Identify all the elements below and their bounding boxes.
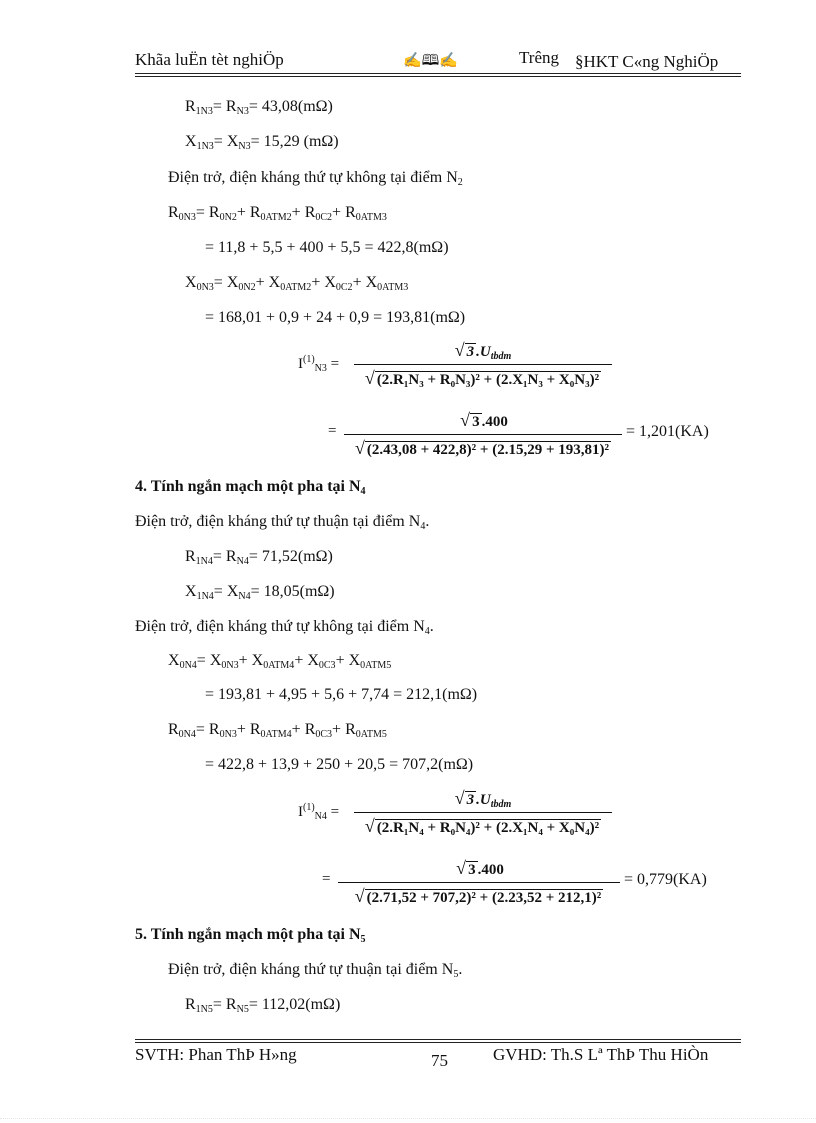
line-x0n4: $X_{0N4}= X_{0N3}+ X_{0ATM4}+ X_{0C3}+ X_{0ATM5}$ <box>168 652 392 671</box>
header-thesis-title: Khãa luËn tèt nghiÖp <box>135 50 284 69</box>
formula-numerator: √ 3 .400 <box>460 410 508 430</box>
fraction-bar <box>354 812 612 813</box>
line-r1n3: $R_{1N3}= R_{N3}= 43,08(m\Omega)$ <box>185 98 333 117</box>
formula-i1n3 <box>298 340 628 400</box>
formula-numerator: √ 3 $.U_{tbdm}$ <box>454 340 512 362</box>
line-r0n3-value: = 11,8 + 5,5 + 400 + 5,5 = 422,8(mΩ) <box>205 239 449 256</box>
footer-rule-2 <box>135 1042 741 1043</box>
header-school-prefix: Trêng <box>519 48 559 67</box>
formula-denominator: √ (2.71,52 + 707,2)² + (2.23,52 + 212,1)² <box>354 886 602 906</box>
line-r1n5: $R_{1N5}= R_{N5}= 112,02(m\Omega)$ <box>185 996 341 1015</box>
footer-rule <box>135 1039 741 1040</box>
line-x0n4-value: = 193,81 + 4,95 + 5,6 + 7,74 = 212,1(mΩ) <box>205 686 478 703</box>
footer-student: SVTH: Phan ThÞ H»ng <box>135 1045 297 1064</box>
header-rule <box>135 73 741 74</box>
formula-denominator: √ (2.43,08 + 422,8)² + (2.15,29 + 193,81)² <box>354 438 609 458</box>
formula-numerator: √ 3 .400 <box>456 858 504 878</box>
formula-i1n4-value: = √ 3 .400 √ (2.71,52 + 707,2)² + (2.23,52 + 212,1)² = 0,779(KA) <box>322 858 707 906</box>
formula-lhs: $I^{(1)}_{N3}$ = <box>298 354 340 374</box>
line-r0n4: $R_{0N4}= R_{0N3}+ R_{0ATM4}+ R_{0C3}+ R_{0ATM5}$ <box>168 721 387 740</box>
page-header <box>135 48 740 72</box>
page-number: 75 <box>431 1051 448 1070</box>
formula-denominator: √ (2.R₁N₄ + R₀N₄)² + (2.X₁N₄ + X₀N₄)² <box>364 816 600 836</box>
book-ornament-icon: ✍🕮✍ <box>403 53 459 69</box>
line-x0n3: $X_{0N3}= X_{0N2}+ X_{0ATM2}+ X_{0C2}+ X_{0ATM3}$ <box>185 274 409 293</box>
page-footer <box>135 1045 740 1069</box>
formula-result: = 1,201(KA) <box>626 423 709 440</box>
formula-denominator: √ (2.R₁N₃ + R₀N₃)² + (2.X₁N₃ + X₀N₃)² <box>364 368 600 388</box>
fraction-bar <box>354 364 612 365</box>
fraction-bar <box>338 882 620 883</box>
section-heading-5: 5. Tính ngắn mạch một pha tại $N_5$ <box>135 926 366 945</box>
line-r1n4: $R_{1N4}= R_{N4}= 71,52(m\Omega)$ <box>185 548 333 567</box>
formula-lhs: $I^{(1)}_{N4}$ = <box>298 802 340 822</box>
header-school-name: §HKT C«ng NghiÖp <box>575 52 719 71</box>
formula-i1n4 <box>298 788 628 848</box>
header-rule-2 <box>135 76 741 77</box>
section-heading-4: 4. Tính ngắn mạch một pha tại $N_4$ <box>135 478 366 497</box>
line-x1n4: $X_{1N4}= X_{N4}= 18,05(m\Omega)$ <box>185 583 335 602</box>
formula-result: = 0,779(KA) <box>624 871 707 888</box>
line-x1n3: $X_{1N3}= X_{N3}= 15,29$ (mΩ) <box>185 133 339 152</box>
line-pos-seq-n5: Điện trở, điện kháng thứ tự thuận tại điểm $N_5$. <box>168 961 463 980</box>
fraction-bar <box>344 434 622 435</box>
formula-i1n3-value: = √ 3 .400 √ (2.43,08 + 422,8)² + (2.15,29 + 193,81)² = 1,201(KA) <box>328 410 709 458</box>
line-zero-seq-n2: Điện trở, điện kháng thứ tự không tại điểm $N_2$ <box>168 169 463 188</box>
line-r0n4-value: = 422,8 + 13,9 + 250 + 20,5 = 707,2(mΩ) <box>205 756 474 773</box>
line-x0n3-value: = 168,01 + 0,9 + 24 + 0,9 = 193,81(mΩ) <box>205 309 466 326</box>
page-edge <box>0 1118 816 1119</box>
line-r0n3: $R_{0N3}= R_{0N2}+ R_{0ATM2}+ R_{0C2}+ R_{0ATM3}$ <box>168 204 387 223</box>
footer-advisor: GVHD: Th.S Lª ThÞ Thu HiÒn <box>493 1045 709 1064</box>
line-zero-seq-n4: Điện trở, điện kháng thứ tự không tại điểm $N_4$. <box>135 618 434 637</box>
formula-numerator: √ 3 $.U_{tbdm}$ <box>454 788 512 810</box>
line-pos-seq-n4: Điện trở, điện kháng thứ tự thuận tại điểm $N_4$. <box>135 513 430 532</box>
